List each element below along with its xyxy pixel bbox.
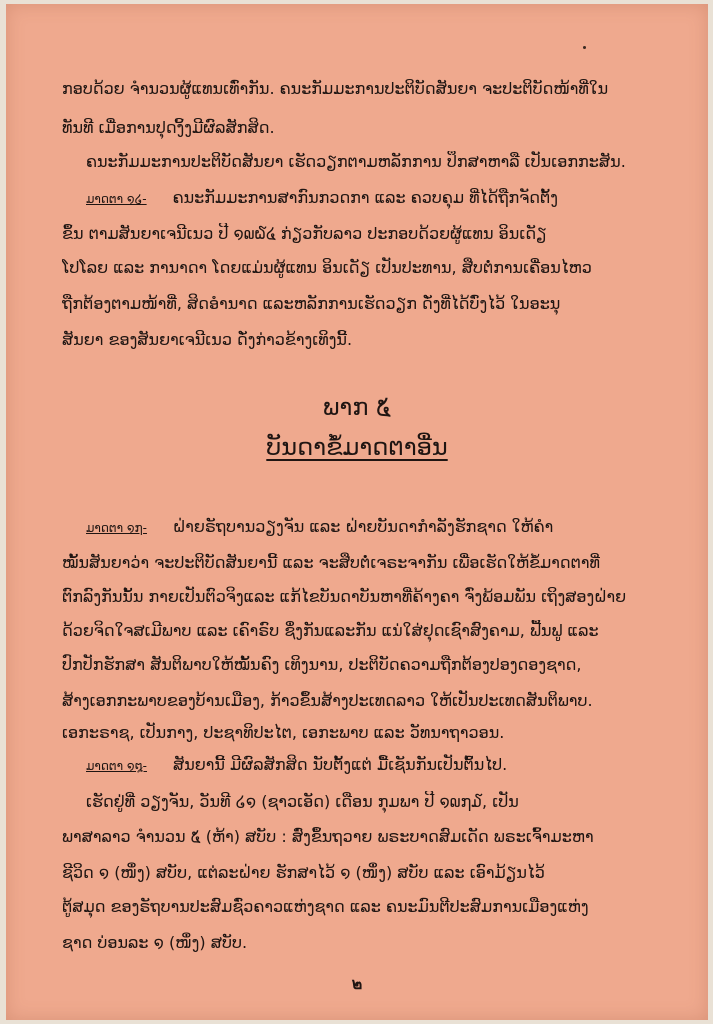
- article-18-line: [86, 754, 666, 777]
- text-line: ຝ່າຍຣັຖບານວຽງຈັນ ແລະ ຝ່າຍບັນດາກຳລັງຮັກຊາດ ໃຫ້ຄຳ: [172, 517, 554, 536]
- text-line: ປົກປັກຮັກສາ ສັນຕິພາບໃຫ້ໝັ້ນຄົງ ເທິງນານ, ປະຕິບັດຄວາມຖືກຕ້ອງປອງດອງຊາດ,: [62, 655, 582, 674]
- text-line: ຄນະກັມມະການປະຕິບັດສັນຍາ ເຮັດວຽກຕາມຫລັກການ ປຶກສາຫາລື ເປັນເອກກະສັນ.: [86, 152, 626, 171]
- text-line: ສັນຍາ ຂອງສັນຍາເຈນີເນວ ດັ່ງກ່າວຂ້າງເທິງນີ້.: [62, 330, 353, 349]
- text-line: ສັນຍານີ້ ມີຜົລສັກສິດ ນັບຕັ້ງແຕ່ ມື້ເຊັນກັນເປັນຕົ້ນໄປ.: [173, 755, 508, 774]
- text-line: ຕູ້ສມຸດ ຂອງຣັຖບານປະສົມຊົ່ວຄາວແຫ່ງຊາດ ແລະ ຄນະມົນຕີປະສົມການເມືອງແຫ່ງ: [62, 897, 589, 916]
- text-line: ຊາດ ບ່ອນລະ ໑ (ໜຶ່ງ) ສບັບ.: [62, 933, 248, 952]
- article-label: ມາດຕາ ໑໘-: [86, 759, 148, 773]
- text-line: ພາສາລາວ ຈຳນວນ ໕ (ຫ້າ) ສບັບ : ສົ່ງຂຶ້ນຖວາຍ ພຣະບາດສົມເດັດ ພຣະເຈົ້າມະຫາ: [62, 827, 594, 846]
- text-line: ຂຶ້ນ ຕາມສັນຍາເຈນີເນວ ປີ ໑໙໖໔ ກ່ຽວກັບລາວ ປະກອບດ້ວຍຜູ້ແທນ ອິນເດັຽ: [62, 224, 547, 243]
- text-line: ຄນະກັມມະການສາກົນກວດກາ ແລະ ຄວບຄຸມ ທີ່ໄດ້ຖືກຈັດຕັ້ງ: [172, 188, 558, 207]
- text-line: ຖືກຕ້ອງຕາມໜ້າທີ່, ສິດອຳນາດ ແລະຫລັກການເຮັດວຽກ ດັ່ງທີ່ໄດ້ບົ່ງໄວ້ ໃນອະນຸ: [62, 294, 561, 313]
- document-page: [6, 4, 708, 1020]
- text-line: ໝັ້ນສັນຍາວ່າ ຈະປະຕິບັດສັນຍານີ້ ແລະ ຈະສືບຕໍ່ເຈຣະຈາກັນ ເພື່ອເຮັດໃຫ້ຂໍ້ມາດຕາທີ່: [62, 553, 600, 572]
- article-label: ມາດຕາ ໑໒-: [86, 192, 147, 206]
- text-line: ເຮັດຢູ່ທີ່ ວຽງຈັນ, ວັນທີ ໒໑ (ຊາວເອັດ) ເດືອນ ກຸມພາ ປີ ໑໙໗໓, ເປັນ: [86, 792, 519, 811]
- article-label: ມາດຕາ ໑໗-: [86, 521, 147, 535]
- text-line: ທັນທີ ເມື່ອການປຸດງິ້ງມີຜົລສັກສິດ.: [62, 118, 275, 137]
- section-title: ບັນດາຂໍ້ມາດຕາອື່ນ: [266, 433, 448, 461]
- page-number: ๒: [351, 974, 363, 993]
- text-line: ສ້າງເອກກະພາບຂອງບ້ານເມືອງ, ກ້າວຂຶ້ນສ້າງປະເທດລາວ ໃຫ້ເປັນປະເທດສັນຕິພາບ.: [62, 691, 593, 710]
- section-heading: ພາກ ໕: [322, 393, 392, 421]
- article-17-first-line: [86, 516, 666, 539]
- text-line: ຊີວິດ ໑ (ໜຶ່ງ) ສບັບ, ແຕ່ລະຝ່າຍ ຮັກສາໄວ້ ໑ (ໜຶ່ງ) ສບັບ ແລະ ເອົາມ້ຽນໄວ້: [62, 863, 545, 882]
- text-line: ໂປໂລຍ ແລະ ການາດາ ໂດຍແມ່ນຜູ້ແທນ ອິນເດັຽ ເປັນປະທານ, ສືບຕໍ່ການເຄື່ອນໄຫວ: [62, 258, 592, 277]
- text-line: ດ້ວຍຈິດໃຈສເມີພາບ ແລະ ເຄົາຣົບ ຊຶ່ງກັນແລະກັນ ແນ່ໃສ່ຢຸດເຊົາສົງຄາມ, ຟື້ນຟູ ແລະ: [62, 621, 599, 640]
- text-line: ຕົກລົງກັນນັ້ນ ກາຍເປັນຕົວຈິງແລະ ແກ້ໄຂບັນດາບັນຫາທີ່ຄ້າງຄາ ຈົ່ງພ້ອມພັນ ເຖິງສອງຝ່າຍ: [62, 587, 627, 606]
- text-line: ກອບດ້ວຍ ຈຳນວນຜູ້ແທນເທົ່າກັນ. ຄນະກັມມະການປະຕິບັດສັນຍາ ຈະປະຕິບັດໜ້າທີ່ໃນ: [62, 79, 609, 98]
- text-line: ເອກະຣາຊ, ເປັນກາງ, ປະຊາທິປະໄຕ, ເອກະພາບ ແລະ ວັທນາຖາວອນ.: [62, 723, 505, 742]
- article-16-first-line: [86, 187, 666, 210]
- speck-mark: [583, 46, 586, 49]
